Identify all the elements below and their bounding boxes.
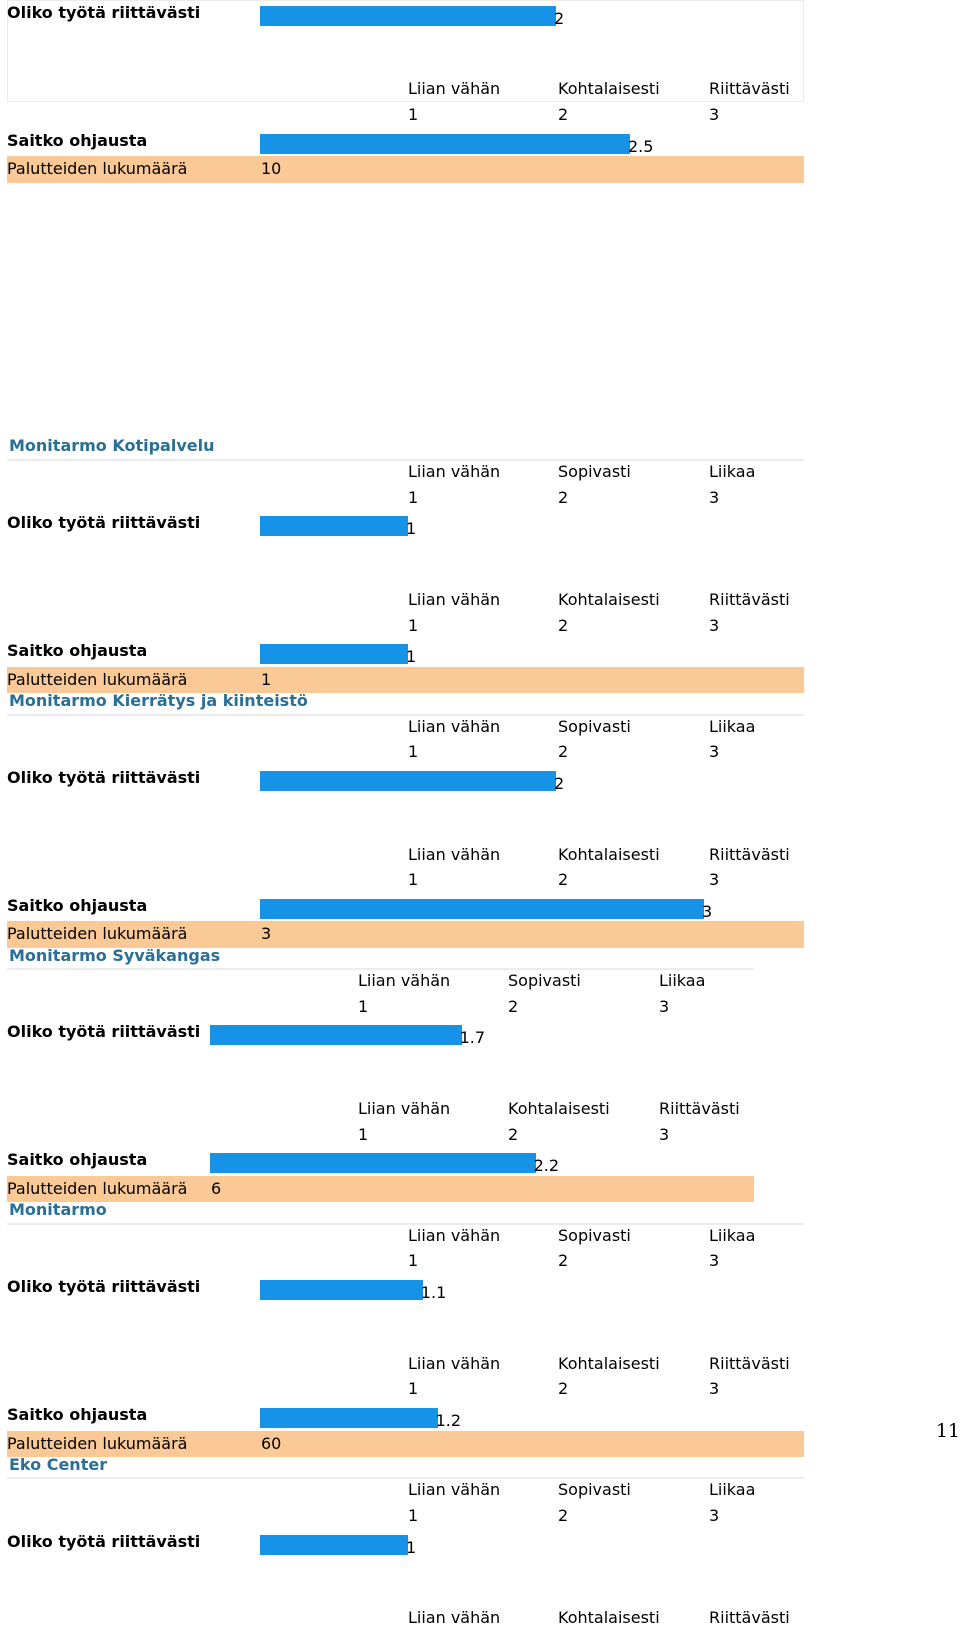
table-grid bbox=[7, 1223, 804, 1225]
question-label-work: Oliko työtä riittävästi bbox=[7, 1276, 201, 1296]
scale-header: Sopivasti bbox=[558, 1480, 631, 1500]
scale-number: 1 bbox=[408, 742, 419, 762]
scale-header: Riittävästi bbox=[709, 589, 790, 609]
bar-value-work: 1 bbox=[406, 1537, 417, 1557]
scale-number: 1 bbox=[408, 870, 419, 890]
scale-number: 1 bbox=[408, 1505, 419, 1525]
bar-value-guidance: 2.5 bbox=[628, 136, 654, 156]
scale-number: 2 bbox=[508, 996, 519, 1016]
question-label-guidance: Saitko ohjausta bbox=[7, 130, 148, 150]
question-label-guidance: Saitko ohjausta bbox=[7, 1404, 148, 1424]
scale-header: Riittävästi bbox=[709, 1353, 790, 1373]
bar-work bbox=[260, 1280, 423, 1300]
scale-header: Liikaa bbox=[709, 461, 756, 481]
count-label: Palutteiden lukumäärä bbox=[7, 159, 188, 179]
scale-number: 2 bbox=[558, 615, 569, 635]
bar-work bbox=[210, 1025, 462, 1045]
section-title: Eko Center bbox=[9, 1454, 108, 1474]
table-grid bbox=[7, 1477, 804, 1479]
scale-header: Riittävästi bbox=[709, 79, 790, 99]
scale-header: Liian vähän bbox=[408, 1608, 501, 1628]
table-grid bbox=[7, 968, 754, 970]
scale-header: Liian vähän bbox=[408, 589, 501, 609]
count-value: 60 bbox=[261, 1433, 282, 1453]
scale-number: 1 bbox=[408, 104, 419, 124]
table-grid bbox=[7, 714, 804, 716]
question-label-work: Oliko työtä riittävästi bbox=[7, 2, 201, 22]
scale-header: Sopivasti bbox=[508, 971, 581, 991]
scale-header: Sopivasti bbox=[558, 1225, 631, 1245]
scale-number: 3 bbox=[709, 742, 720, 762]
bar-guidance bbox=[260, 1408, 438, 1428]
scale-number: 3 bbox=[709, 1251, 720, 1271]
bar-value-work: 2 bbox=[554, 773, 565, 793]
scale-header: Liian vähän bbox=[408, 1480, 501, 1500]
scale-header: Kohtalaisesti bbox=[558, 79, 660, 99]
bar-work bbox=[260, 516, 408, 536]
bar-value-work: 1.7 bbox=[459, 1028, 486, 1048]
question-label-guidance: Saitko ohjausta bbox=[7, 641, 148, 661]
page-number: 11 bbox=[935, 1420, 960, 1442]
count-label: Palutteiden lukumäärä bbox=[7, 924, 188, 944]
count-value: 6 bbox=[211, 1178, 222, 1198]
scale-header: Liian vähän bbox=[408, 1353, 501, 1373]
bar-value-guidance: 1 bbox=[406, 647, 417, 667]
question-label-guidance: Saitko ohjausta bbox=[7, 895, 148, 915]
scale-number: 3 bbox=[709, 870, 720, 890]
scale-header: Kohtalaisesti bbox=[508, 1099, 610, 1119]
count-value: 10 bbox=[261, 159, 282, 179]
scale-header: Liian vähän bbox=[408, 79, 501, 99]
count-value: 1 bbox=[261, 669, 272, 689]
question-label-guidance: Saitko ohjausta bbox=[7, 1150, 148, 1170]
scale-header: Riittävästi bbox=[709, 1608, 790, 1628]
scale-header: Kohtalaisesti bbox=[558, 589, 660, 609]
scale-header: Kohtalaisesti bbox=[558, 844, 660, 864]
bar-guidance bbox=[210, 1153, 536, 1173]
section-title: Monitarmo bbox=[9, 1200, 107, 1220]
scale-number: 3 bbox=[709, 615, 720, 635]
bar-guidance bbox=[260, 899, 704, 919]
bar-value-guidance: 2.2 bbox=[533, 1156, 560, 1176]
count-label: Palutteiden lukumäärä bbox=[7, 1433, 188, 1453]
scale-header: Liian vähän bbox=[408, 716, 501, 736]
question-label-work: Oliko työtä riittävästi bbox=[7, 513, 201, 533]
scale-number: 3 bbox=[709, 1379, 720, 1399]
bar-value-guidance: 1.2 bbox=[435, 1410, 462, 1430]
scale-number: 3 bbox=[659, 1124, 670, 1144]
scale-number: 3 bbox=[709, 104, 720, 124]
scale-number: 2 bbox=[508, 1124, 519, 1144]
count-label: Palutteiden lukumäärä bbox=[7, 1178, 188, 1198]
scale-number: 1 bbox=[408, 1379, 419, 1399]
scale-number: 1 bbox=[408, 1251, 419, 1271]
scale-number: 1 bbox=[358, 996, 369, 1016]
scale-header: Liikaa bbox=[709, 1225, 756, 1245]
scale-number: 1 bbox=[408, 615, 419, 635]
scale-number: 3 bbox=[709, 1505, 720, 1525]
question-label-work: Oliko työtä riittävästi bbox=[7, 1022, 201, 1042]
scale-number: 2 bbox=[558, 1251, 569, 1271]
bar-guidance bbox=[260, 644, 408, 664]
scale-header: Liian vähän bbox=[408, 844, 501, 864]
bar-work bbox=[260, 1535, 408, 1555]
bar-value-work: 1.1 bbox=[420, 1282, 447, 1302]
count-label: Palutteiden lukumäärä bbox=[7, 669, 188, 689]
scale-header: Riittävästi bbox=[709, 844, 790, 864]
scale-header: Liikaa bbox=[709, 1480, 756, 1500]
count-value: 3 bbox=[261, 924, 272, 944]
question-label-work: Oliko työtä riittävästi bbox=[7, 767, 201, 787]
bar-work bbox=[260, 6, 556, 26]
scale-header: Liian vähän bbox=[358, 1099, 451, 1119]
bar-work bbox=[260, 771, 556, 791]
scale-number: 3 bbox=[659, 996, 670, 1016]
scale-header: Liikaa bbox=[659, 971, 706, 991]
question-label-work: Oliko työtä riittävästi bbox=[7, 1531, 201, 1551]
scale-number: 2 bbox=[558, 742, 569, 762]
section-title: Monitarmo Kotipalvelu bbox=[9, 436, 215, 456]
scale-number: 2 bbox=[558, 870, 569, 890]
scale-header: Riittävästi bbox=[659, 1099, 740, 1119]
scale-number: 1 bbox=[358, 1124, 369, 1144]
bar-value-work: 1 bbox=[406, 519, 417, 539]
scale-header: Sopivasti bbox=[558, 461, 631, 481]
section-title: Monitarmo Kierrätys ja kiinteistö bbox=[9, 690, 308, 710]
bar-guidance bbox=[260, 134, 630, 154]
bar-value-guidance: 3 bbox=[702, 901, 713, 921]
scale-number: 3 bbox=[709, 487, 720, 507]
scale-header: Liian vähän bbox=[358, 971, 451, 991]
bar-value-work: 2 bbox=[554, 8, 565, 28]
scale-header: Kohtalaisesti bbox=[558, 1608, 660, 1628]
scale-header: Sopivasti bbox=[558, 716, 631, 736]
section-title: Monitarmo Syväkangas bbox=[9, 945, 221, 965]
scale-number: 2 bbox=[558, 1379, 569, 1399]
scale-header: Liian vähän bbox=[408, 461, 501, 481]
scale-number: 2 bbox=[558, 104, 569, 124]
scale-header: Kohtalaisesti bbox=[558, 1353, 660, 1373]
scale-number: 2 bbox=[558, 487, 569, 507]
table-grid bbox=[7, 459, 804, 461]
scale-header: Liikaa bbox=[709, 716, 756, 736]
scale-number: 2 bbox=[558, 1505, 569, 1525]
scale-number: 1 bbox=[408, 487, 419, 507]
scale-header: Liian vähän bbox=[408, 1225, 501, 1245]
